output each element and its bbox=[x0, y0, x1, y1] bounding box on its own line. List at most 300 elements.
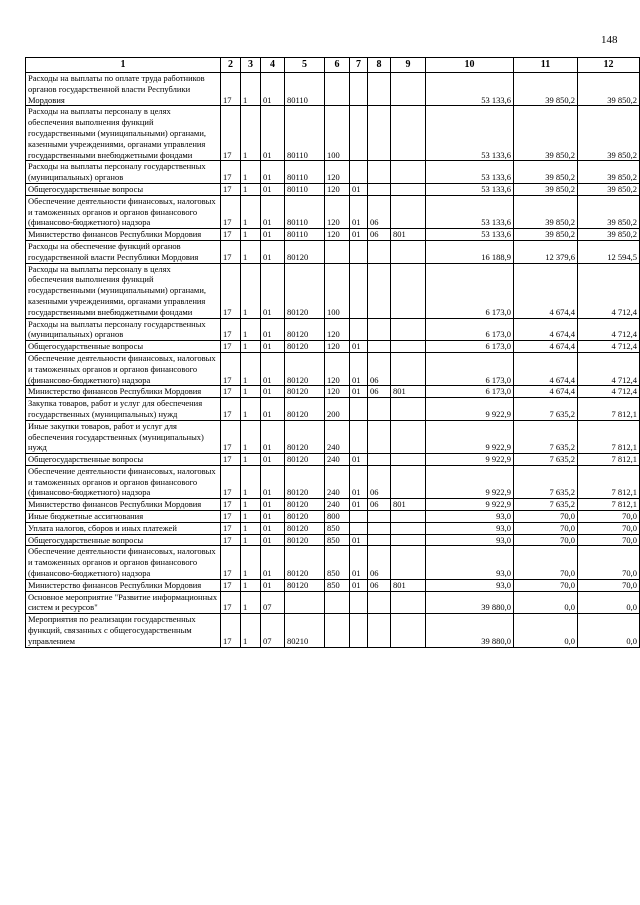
cell-amount-11: 39 850,2 bbox=[514, 183, 578, 195]
row-label: Расходы на обеспечение функций органов государственной власти Республики Мордовия bbox=[26, 240, 221, 263]
cell-code-4: 01 bbox=[261, 195, 285, 228]
row-label: Мероприятия по реализации государственных функций, связанных с общегосударственным управлением bbox=[26, 614, 221, 647]
cell-amount-11: 70,0 bbox=[514, 511, 578, 523]
cell-amount-12: 7 812,1 bbox=[578, 420, 640, 453]
cell-code-2: 17 bbox=[221, 352, 241, 385]
cell-code-7 bbox=[350, 511, 368, 523]
cell-amount-11: 7 635,2 bbox=[514, 398, 578, 421]
cell-code-8 bbox=[368, 240, 391, 263]
cell-code-3: 1 bbox=[241, 263, 261, 318]
budget-table bbox=[25, 57, 640, 648]
table-row bbox=[26, 465, 640, 498]
cell-code-7: 01 bbox=[350, 465, 368, 498]
cell-code-7: 01 bbox=[350, 454, 368, 466]
cell-code-5: 80110 bbox=[285, 161, 325, 184]
cell-code-7: 01 bbox=[350, 195, 368, 228]
cell-amount-10: 39 880,0 bbox=[426, 614, 514, 647]
cell-code-6: 120 bbox=[325, 386, 350, 398]
cell-code-5: 80120 bbox=[285, 386, 325, 398]
cell-amount-10: 93,0 bbox=[426, 511, 514, 523]
cell-amount-12: 70,0 bbox=[578, 579, 640, 591]
cell-code-6 bbox=[325, 591, 350, 614]
cell-code-8 bbox=[368, 183, 391, 195]
cell-code-3: 1 bbox=[241, 420, 261, 453]
cell-code-4: 01 bbox=[261, 420, 285, 453]
cell-code-6: 200 bbox=[325, 398, 350, 421]
cell-amount-12: 7 812,1 bbox=[578, 465, 640, 498]
cell-amount-12: 39 850,2 bbox=[578, 195, 640, 228]
cell-amount-11: 0,0 bbox=[514, 614, 578, 647]
cell-amount-10: 53 133,6 bbox=[426, 106, 514, 161]
cell-code-3: 1 bbox=[241, 318, 261, 341]
cell-amount-10: 53 133,6 bbox=[426, 161, 514, 184]
cell-amount-11: 4 674,4 bbox=[514, 318, 578, 341]
table-row bbox=[26, 398, 640, 421]
cell-code-2: 17 bbox=[221, 546, 241, 579]
table-row bbox=[26, 386, 640, 398]
cell-code-4: 01 bbox=[261, 263, 285, 318]
cell-amount-10: 16 188,9 bbox=[426, 240, 514, 263]
row-label: Расходы на выплаты персоналу государственных (муниципальных) органов bbox=[26, 318, 221, 341]
cell-amount-11: 0,0 bbox=[514, 591, 578, 614]
table-row bbox=[26, 522, 640, 534]
cell-code-2: 17 bbox=[221, 106, 241, 161]
row-label: Расходы на выплаты по оплате труда работников органов государственной власти Республики Мордовия bbox=[26, 73, 221, 106]
cell-code-9 bbox=[391, 73, 426, 106]
row-label: Общегосударственные вопросы bbox=[26, 183, 221, 195]
cell-amount-12: 70,0 bbox=[578, 546, 640, 579]
table-row bbox=[26, 161, 640, 184]
row-label: Обеспечение деятельности финансовых, налоговых и таможенных органов и органов финансового (финансово-бюджетного) надзора bbox=[26, 352, 221, 385]
cell-code-9 bbox=[391, 420, 426, 453]
cell-code-5: 80110 bbox=[285, 229, 325, 241]
cell-code-4: 01 bbox=[261, 318, 285, 341]
column-header: 7 bbox=[350, 58, 368, 73]
cell-code-4: 01 bbox=[261, 73, 285, 106]
row-label: Министерство финансов Республики Мордовия bbox=[26, 386, 221, 398]
cell-code-5: 80120 bbox=[285, 579, 325, 591]
cell-code-9 bbox=[391, 106, 426, 161]
table-row bbox=[26, 106, 640, 161]
cell-code-2: 17 bbox=[221, 229, 241, 241]
cell-code-5: 80120 bbox=[285, 454, 325, 466]
cell-code-7 bbox=[350, 420, 368, 453]
cell-amount-10: 53 133,6 bbox=[426, 195, 514, 228]
cell-amount-10: 93,0 bbox=[426, 534, 514, 546]
row-label: Расходы на выплаты персоналу государственных (муниципальных) органов bbox=[26, 161, 221, 184]
cell-code-9 bbox=[391, 546, 426, 579]
cell-code-4: 01 bbox=[261, 240, 285, 263]
cell-code-2: 17 bbox=[221, 614, 241, 647]
table-body bbox=[26, 73, 640, 648]
cell-amount-11: 70,0 bbox=[514, 534, 578, 546]
column-header: 1 bbox=[26, 58, 221, 73]
cell-amount-10: 53 133,6 bbox=[426, 73, 514, 106]
cell-code-8: 06 bbox=[368, 195, 391, 228]
table-row bbox=[26, 546, 640, 579]
cell-amount-10: 6 173,0 bbox=[426, 318, 514, 341]
cell-code-4: 01 bbox=[261, 229, 285, 241]
cell-code-3: 1 bbox=[241, 341, 261, 353]
cell-code-9 bbox=[391, 341, 426, 353]
cell-code-6: 120 bbox=[325, 229, 350, 241]
cell-code-2: 17 bbox=[221, 465, 241, 498]
cell-code-3: 1 bbox=[241, 546, 261, 579]
cell-code-8 bbox=[368, 534, 391, 546]
cell-code-3: 1 bbox=[241, 579, 261, 591]
cell-code-2: 17 bbox=[221, 591, 241, 614]
cell-amount-10: 93,0 bbox=[426, 546, 514, 579]
cell-code-4: 01 bbox=[261, 579, 285, 591]
cell-code-3: 1 bbox=[241, 161, 261, 184]
cell-code-4: 01 bbox=[261, 352, 285, 385]
cell-code-8 bbox=[368, 398, 391, 421]
cell-amount-11: 70,0 bbox=[514, 579, 578, 591]
cell-code-7: 01 bbox=[350, 341, 368, 353]
table-row bbox=[26, 534, 640, 546]
cell-amount-10: 6 173,0 bbox=[426, 386, 514, 398]
column-header: 11 bbox=[514, 58, 578, 73]
column-header: 6 bbox=[325, 58, 350, 73]
cell-code-9: 801 bbox=[391, 499, 426, 511]
cell-amount-11: 4 674,4 bbox=[514, 386, 578, 398]
table-row bbox=[26, 263, 640, 318]
cell-amount-11: 7 635,2 bbox=[514, 420, 578, 453]
cell-code-3: 1 bbox=[241, 386, 261, 398]
cell-code-7: 01 bbox=[350, 579, 368, 591]
cell-code-3: 1 bbox=[241, 398, 261, 421]
cell-code-4: 01 bbox=[261, 534, 285, 546]
table-row bbox=[26, 511, 640, 523]
cell-code-7 bbox=[350, 614, 368, 647]
cell-code-9 bbox=[391, 240, 426, 263]
column-header: 4 bbox=[261, 58, 285, 73]
column-header: 12 bbox=[578, 58, 640, 73]
cell-code-2: 17 bbox=[221, 534, 241, 546]
cell-code-6: 240 bbox=[325, 465, 350, 498]
column-header: 5 bbox=[285, 58, 325, 73]
cell-amount-11: 7 635,2 bbox=[514, 499, 578, 511]
cell-code-6: 240 bbox=[325, 420, 350, 453]
cell-amount-11: 7 635,2 bbox=[514, 454, 578, 466]
cell-code-6: 240 bbox=[325, 499, 350, 511]
cell-code-2: 17 bbox=[221, 318, 241, 341]
cell-code-3: 1 bbox=[241, 591, 261, 614]
cell-amount-12: 7 812,1 bbox=[578, 499, 640, 511]
cell-amount-12: 4 712,4 bbox=[578, 352, 640, 385]
row-label: Обеспечение деятельности финансовых, налоговых и таможенных органов и органов финансового (финансово-бюджетного) надзора bbox=[26, 465, 221, 498]
cell-code-6: 120 bbox=[325, 195, 350, 228]
cell-amount-11: 39 850,2 bbox=[514, 73, 578, 106]
cell-code-8 bbox=[368, 420, 391, 453]
cell-code-9 bbox=[391, 522, 426, 534]
column-header: 9 bbox=[391, 58, 426, 73]
cell-code-9 bbox=[391, 534, 426, 546]
cell-code-5: 80120 bbox=[285, 420, 325, 453]
cell-code-6 bbox=[325, 240, 350, 263]
row-label: Общегосударственные вопросы bbox=[26, 454, 221, 466]
cell-amount-11: 39 850,2 bbox=[514, 195, 578, 228]
table-row bbox=[26, 454, 640, 466]
cell-code-7 bbox=[350, 263, 368, 318]
row-label: Иные бюджетные ассигнования bbox=[26, 511, 221, 523]
cell-code-8 bbox=[368, 161, 391, 184]
cell-amount-11: 4 674,4 bbox=[514, 263, 578, 318]
cell-code-6: 120 bbox=[325, 341, 350, 353]
cell-code-6: 100 bbox=[325, 106, 350, 161]
cell-code-4: 01 bbox=[261, 386, 285, 398]
cell-code-2: 17 bbox=[221, 522, 241, 534]
cell-code-7: 01 bbox=[350, 183, 368, 195]
cell-amount-10: 6 173,0 bbox=[426, 341, 514, 353]
table-row bbox=[26, 420, 640, 453]
cell-code-6: 850 bbox=[325, 534, 350, 546]
cell-code-2: 17 bbox=[221, 420, 241, 453]
cell-code-4: 01 bbox=[261, 183, 285, 195]
cell-code-8: 06 bbox=[368, 579, 391, 591]
cell-amount-11: 4 674,4 bbox=[514, 341, 578, 353]
cell-code-9: 801 bbox=[391, 579, 426, 591]
cell-amount-10: 9 922,9 bbox=[426, 499, 514, 511]
cell-code-9: 801 bbox=[391, 386, 426, 398]
row-label: Общегосударственные вопросы bbox=[26, 534, 221, 546]
cell-code-2: 17 bbox=[221, 161, 241, 184]
cell-code-2: 17 bbox=[221, 579, 241, 591]
cell-amount-12: 70,0 bbox=[578, 511, 640, 523]
cell-code-9 bbox=[391, 183, 426, 195]
cell-code-8 bbox=[368, 341, 391, 353]
cell-code-8 bbox=[368, 318, 391, 341]
cell-code-7: 01 bbox=[350, 386, 368, 398]
cell-code-7 bbox=[350, 106, 368, 161]
cell-code-8 bbox=[368, 511, 391, 523]
cell-code-3: 1 bbox=[241, 614, 261, 647]
cell-code-6: 850 bbox=[325, 579, 350, 591]
cell-amount-12: 70,0 bbox=[578, 522, 640, 534]
cell-code-9 bbox=[391, 511, 426, 523]
column-header: 3 bbox=[241, 58, 261, 73]
cell-code-8 bbox=[368, 614, 391, 647]
cell-amount-12: 39 850,2 bbox=[578, 106, 640, 161]
cell-code-9 bbox=[391, 263, 426, 318]
table-row bbox=[26, 352, 640, 385]
cell-amount-10: 93,0 bbox=[426, 579, 514, 591]
row-label: Общегосударственные вопросы bbox=[26, 341, 221, 353]
cell-code-3: 1 bbox=[241, 229, 261, 241]
cell-code-4: 01 bbox=[261, 454, 285, 466]
cell-code-9 bbox=[391, 465, 426, 498]
cell-amount-12: 7 812,1 bbox=[578, 454, 640, 466]
cell-amount-10: 93,0 bbox=[426, 522, 514, 534]
cell-code-4: 01 bbox=[261, 106, 285, 161]
cell-code-8 bbox=[368, 454, 391, 466]
cell-code-7 bbox=[350, 240, 368, 263]
cell-amount-12: 70,0 bbox=[578, 534, 640, 546]
cell-code-2: 17 bbox=[221, 73, 241, 106]
cell-code-5: 80120 bbox=[285, 522, 325, 534]
cell-code-7: 01 bbox=[350, 229, 368, 241]
cell-code-3: 1 bbox=[241, 352, 261, 385]
cell-code-4: 07 bbox=[261, 614, 285, 647]
cell-code-3: 1 bbox=[241, 454, 261, 466]
cell-code-7: 01 bbox=[350, 499, 368, 511]
column-header: 8 bbox=[368, 58, 391, 73]
cell-code-9 bbox=[391, 454, 426, 466]
cell-amount-12: 39 850,2 bbox=[578, 183, 640, 195]
cell-code-7 bbox=[350, 591, 368, 614]
row-label: Обеспечение деятельности финансовых, налоговых и таможенных органов и органов финансового (финансово-бюджетного) надзора bbox=[26, 195, 221, 228]
cell-code-2: 17 bbox=[221, 183, 241, 195]
table-row bbox=[26, 614, 640, 647]
cell-code-3: 1 bbox=[241, 534, 261, 546]
cell-code-4: 07 bbox=[261, 591, 285, 614]
cell-code-3: 1 bbox=[241, 195, 261, 228]
table-row bbox=[26, 229, 640, 241]
cell-code-2: 17 bbox=[221, 341, 241, 353]
cell-amount-10: 9 922,9 bbox=[426, 465, 514, 498]
cell-amount-12: 39 850,2 bbox=[578, 73, 640, 106]
cell-code-8 bbox=[368, 73, 391, 106]
cell-code-8 bbox=[368, 591, 391, 614]
cell-code-4: 01 bbox=[261, 499, 285, 511]
cell-code-3: 1 bbox=[241, 106, 261, 161]
cell-code-7 bbox=[350, 161, 368, 184]
cell-code-3: 1 bbox=[241, 499, 261, 511]
cell-code-2: 17 bbox=[221, 454, 241, 466]
cell-amount-10: 53 133,6 bbox=[426, 229, 514, 241]
cell-amount-10: 9 922,9 bbox=[426, 398, 514, 421]
cell-code-4: 01 bbox=[261, 546, 285, 579]
cell-code-6: 240 bbox=[325, 454, 350, 466]
cell-code-9 bbox=[391, 195, 426, 228]
table-row bbox=[26, 318, 640, 341]
cell-code-5: 80110 bbox=[285, 195, 325, 228]
cell-code-7: 01 bbox=[350, 534, 368, 546]
cell-amount-11: 12 379,6 bbox=[514, 240, 578, 263]
cell-code-7 bbox=[350, 522, 368, 534]
table-header-row bbox=[26, 58, 640, 73]
table-row bbox=[26, 73, 640, 106]
cell-code-3: 1 bbox=[241, 183, 261, 195]
cell-code-7: 01 bbox=[350, 352, 368, 385]
cell-amount-10: 9 922,9 bbox=[426, 420, 514, 453]
cell-code-5: 80120 bbox=[285, 534, 325, 546]
cell-code-8 bbox=[368, 522, 391, 534]
cell-code-8: 06 bbox=[368, 229, 391, 241]
cell-code-6: 800 bbox=[325, 511, 350, 523]
cell-code-4: 01 bbox=[261, 465, 285, 498]
cell-code-2: 17 bbox=[221, 499, 241, 511]
cell-code-8 bbox=[368, 106, 391, 161]
cell-code-4: 01 bbox=[261, 161, 285, 184]
cell-code-5: 80120 bbox=[285, 511, 325, 523]
row-label: Расходы на выплаты персоналу в целях обеспечения выполнения функций государственными (муниципальными) органами, казенными учреждениями, органами управления государственными внебюджетными фондами bbox=[26, 263, 221, 318]
column-header: 2 bbox=[221, 58, 241, 73]
cell-amount-10: 39 880,0 bbox=[426, 591, 514, 614]
cell-code-7: 01 bbox=[350, 546, 368, 579]
cell-code-5: 80120 bbox=[285, 240, 325, 263]
cell-code-6 bbox=[325, 614, 350, 647]
cell-code-2: 17 bbox=[221, 398, 241, 421]
cell-amount-12: 4 712,4 bbox=[578, 341, 640, 353]
cell-amount-10: 9 922,9 bbox=[426, 454, 514, 466]
cell-code-3: 1 bbox=[241, 73, 261, 106]
cell-code-6: 850 bbox=[325, 522, 350, 534]
cell-code-2: 17 bbox=[221, 263, 241, 318]
page-number: 148 bbox=[601, 34, 618, 46]
cell-code-9 bbox=[391, 591, 426, 614]
cell-code-6: 120 bbox=[325, 352, 350, 385]
cell-code-8: 06 bbox=[368, 386, 391, 398]
cell-code-7 bbox=[350, 318, 368, 341]
cell-code-5: 80120 bbox=[285, 398, 325, 421]
cell-amount-12: 0,0 bbox=[578, 591, 640, 614]
cell-amount-12: 4 712,4 bbox=[578, 318, 640, 341]
cell-code-6: 120 bbox=[325, 161, 350, 184]
cell-code-5: 80120 bbox=[285, 341, 325, 353]
cell-code-6: 120 bbox=[325, 183, 350, 195]
cell-amount-12: 4 712,4 bbox=[578, 386, 640, 398]
cell-code-5: 80110 bbox=[285, 73, 325, 106]
cell-code-4: 01 bbox=[261, 511, 285, 523]
cell-code-2: 17 bbox=[221, 386, 241, 398]
cell-code-4: 01 bbox=[261, 341, 285, 353]
row-label: Основное мероприятие "Развитие информационных систем и ресурсов" bbox=[26, 591, 221, 614]
cell-amount-12: 4 712,4 bbox=[578, 263, 640, 318]
cell-code-3: 1 bbox=[241, 240, 261, 263]
cell-code-3: 1 bbox=[241, 465, 261, 498]
cell-amount-10: 6 173,0 bbox=[426, 263, 514, 318]
cell-code-5: 80120 bbox=[285, 263, 325, 318]
cell-code-8: 06 bbox=[368, 352, 391, 385]
cell-amount-11: 7 635,2 bbox=[514, 465, 578, 498]
cell-code-6: 120 bbox=[325, 318, 350, 341]
cell-amount-10: 6 173,0 bbox=[426, 352, 514, 385]
row-label: Расходы на выплаты персоналу в целях обеспечения выполнения функций государственными (муниципальными) органами, казенными учреждениями, органами управления государственными внебюджетными фондами bbox=[26, 106, 221, 161]
cell-amount-11: 39 850,2 bbox=[514, 106, 578, 161]
cell-code-9 bbox=[391, 161, 426, 184]
cell-amount-11: 70,0 bbox=[514, 522, 578, 534]
cell-code-7 bbox=[350, 398, 368, 421]
cell-code-9 bbox=[391, 352, 426, 385]
cell-code-2: 17 bbox=[221, 195, 241, 228]
cell-code-5: 80120 bbox=[285, 499, 325, 511]
cell-code-3: 1 bbox=[241, 511, 261, 523]
cell-code-9 bbox=[391, 614, 426, 647]
row-label: Уплата налогов, сборов и иных платежей bbox=[26, 522, 221, 534]
table-row bbox=[26, 183, 640, 195]
row-label: Обеспечение деятельности финансовых, налоговых и таможенных органов и органов финансового (финансово-бюджетного) надзора bbox=[26, 546, 221, 579]
cell-code-9 bbox=[391, 318, 426, 341]
column-header: 10 bbox=[426, 58, 514, 73]
cell-code-5: 80110 bbox=[285, 106, 325, 161]
row-label: Министерство финансов Республики Мордовия bbox=[26, 229, 221, 241]
cell-code-5: 80120 bbox=[285, 318, 325, 341]
cell-code-5: 80120 bbox=[285, 546, 325, 579]
cell-amount-11: 39 850,2 bbox=[514, 161, 578, 184]
cell-amount-10: 53 133,6 bbox=[426, 183, 514, 195]
table-row bbox=[26, 499, 640, 511]
cell-amount-12: 39 850,2 bbox=[578, 229, 640, 241]
cell-code-5: 80110 bbox=[285, 183, 325, 195]
cell-code-8: 06 bbox=[368, 499, 391, 511]
cell-code-2: 17 bbox=[221, 240, 241, 263]
cell-code-6: 100 bbox=[325, 263, 350, 318]
cell-amount-11: 4 674,4 bbox=[514, 352, 578, 385]
table-row bbox=[26, 240, 640, 263]
cell-code-3: 1 bbox=[241, 522, 261, 534]
cell-code-6 bbox=[325, 73, 350, 106]
